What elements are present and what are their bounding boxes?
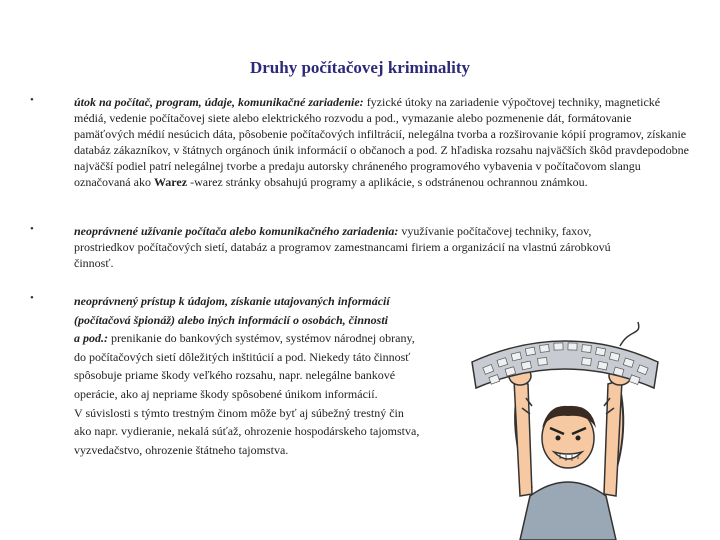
bullet-1: •: [30, 94, 34, 106]
item-line: V súvislosti s týmto trestným činom môže byť aj súbežný trestný čin: [74, 405, 404, 420]
item-line: vyzvedačstvo, ohrozenie štátneho tajomstva.: [74, 442, 289, 457]
item-lead: neoprávnené užívanie počítača alebo komunikačného zariadenia:: [74, 224, 399, 238]
slide-title: Druhy počítačovej kriminality: [249, 58, 471, 77]
item-line: (počítačová špionáž) alebo iných informácií o osobách, činnosti: [74, 312, 388, 327]
item-line: a pod.: prenikanie do bankových systémov, systémov národnej obrany,: [74, 331, 415, 346]
item-text: využívanie počítačovej techniky, faxov, prostriedkov počítačových sietí, databáz a programov zamestnancami firiem a organizácií na vlastnú zárobkovú činnosť.: [74, 224, 611, 270]
item-line: do počítačových sietí dôležitých inštitúcií a pod. Niekedy táto činnosť: [74, 349, 411, 364]
item-line: ako napr. vydieranie, nekalá súťaž, ohrozenie hospodárskeho tajomstva,: [74, 424, 420, 439]
item-text: fyzické útoky na zariadenie výpočtovej techniky, magnetické médiá, vedenie počítačovej siete alebo elektrického rozvodu a pod., vymazanie alebo pozmenenie dát, formátovanie pamäťových médií nesúcich dáta, pôsobenie počítačových infiltrácií, nelegálna tvorba a rozširovanie kópií programov, získanie databáz zákazníkov, v štátnych orgánoch únik informácií o občanoch a pod. Z hľadiska rozsahu najväčších škôd pravdepodobne najväčší podiel patrí nelegálnej tvorbe a predaju autorsky chráneného programového vybavenia v počítačovom slangu označovaná ako: [74, 95, 690, 189]
item-line: spôsobuje priame škody veľkého rozsahu, napr. nelegálne bankové: [74, 368, 396, 383]
item-line: operácie, ako aj nepriame škody spôsobené únikom informácií.: [74, 386, 378, 401]
bullet-3: •: [30, 292, 34, 304]
list-item-unauthorized-use: [74, 223, 634, 271]
item-line: neoprávnený prístup k údajom, získanie utajovaných informácií: [74, 294, 390, 308]
list-item-unauthorized-access: [74, 292, 494, 459]
angry-man-smashing-keyboard-icon: [470, 318, 660, 540]
item-emphasis: Warez: [153, 175, 188, 189]
item-lead: útok na počítač, program, údaje, komunikačné zariadenie:: [74, 95, 364, 109]
list-item-attack: [74, 94, 694, 190]
bullet-2: •: [30, 223, 34, 235]
item-text-end: -warez stránky obsahujú programy a aplikácie, s odstránenou ochrannou známkou.: [187, 175, 588, 189]
